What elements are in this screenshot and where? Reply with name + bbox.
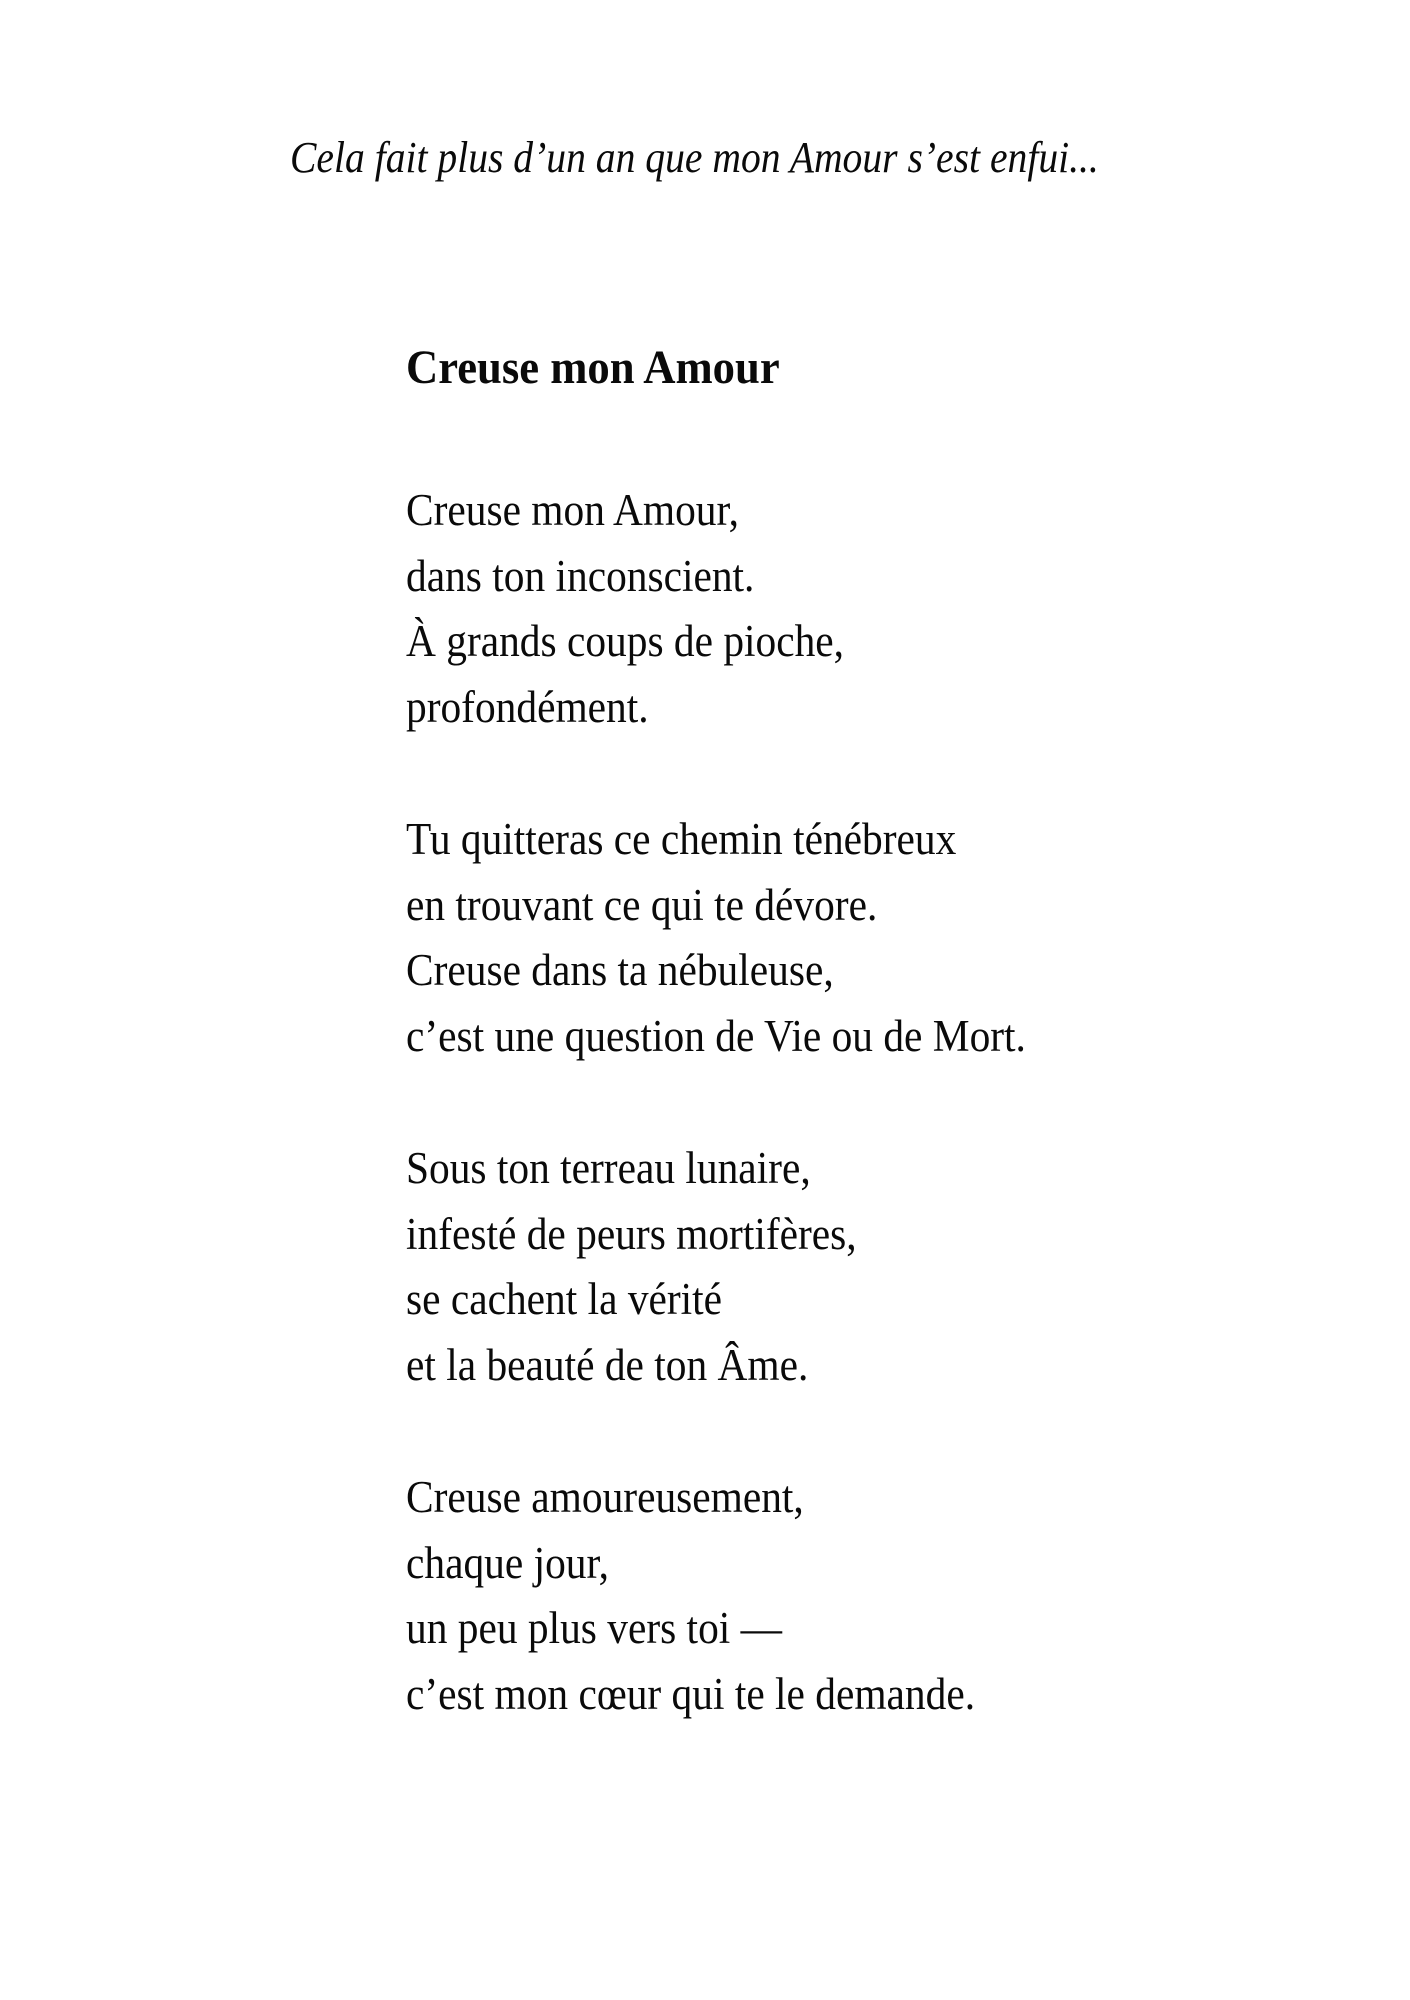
poem-line: Creuse dans ta nébuleuse, <box>406 945 834 995</box>
poem-line: en trouvant ce qui te dévore. <box>406 879 878 930</box>
poem-line: Tu quitteras ce chemin ténébreux <box>406 814 957 864</box>
poem-title: Creuse mon Amour <box>406 341 780 394</box>
stanza-4 <box>406 1465 1306 1727</box>
stanza-1 <box>406 478 1306 740</box>
poem-line: et la beauté de ton Âme. <box>406 1339 809 1390</box>
poem-line: profondément. <box>406 681 649 732</box>
poem-line: chaque jour, <box>406 1537 609 1588</box>
poem-line: Creuse mon Amour, <box>406 485 739 535</box>
poem-line: dans ton inconscient. <box>406 550 755 601</box>
stanza-3 <box>406 1136 1306 1398</box>
epigraph: Cela fait plus d’un an que mon Amour s’est enfui... <box>290 133 1099 182</box>
poem-line: Creuse amoureusement, <box>406 1472 804 1522</box>
poem-line: se cachent la vérité <box>406 1274 723 1324</box>
poem-line: infesté de peurs mortifères, <box>406 1208 857 1259</box>
poem-body <box>406 478 1306 1794</box>
poem-line: un peu plus vers toi — <box>406 1603 783 1653</box>
stanza-2 <box>406 807 1306 1069</box>
poem-line: Sous ton terreau lunaire, <box>406 1143 811 1193</box>
poem-line: À grands coups de pioche, <box>406 616 845 666</box>
poem-line: c’est mon cœur qui te le demande. <box>406 1668 976 1719</box>
poem-line: c’est une question de Vie ou de Mort. <box>406 1010 1026 1061</box>
